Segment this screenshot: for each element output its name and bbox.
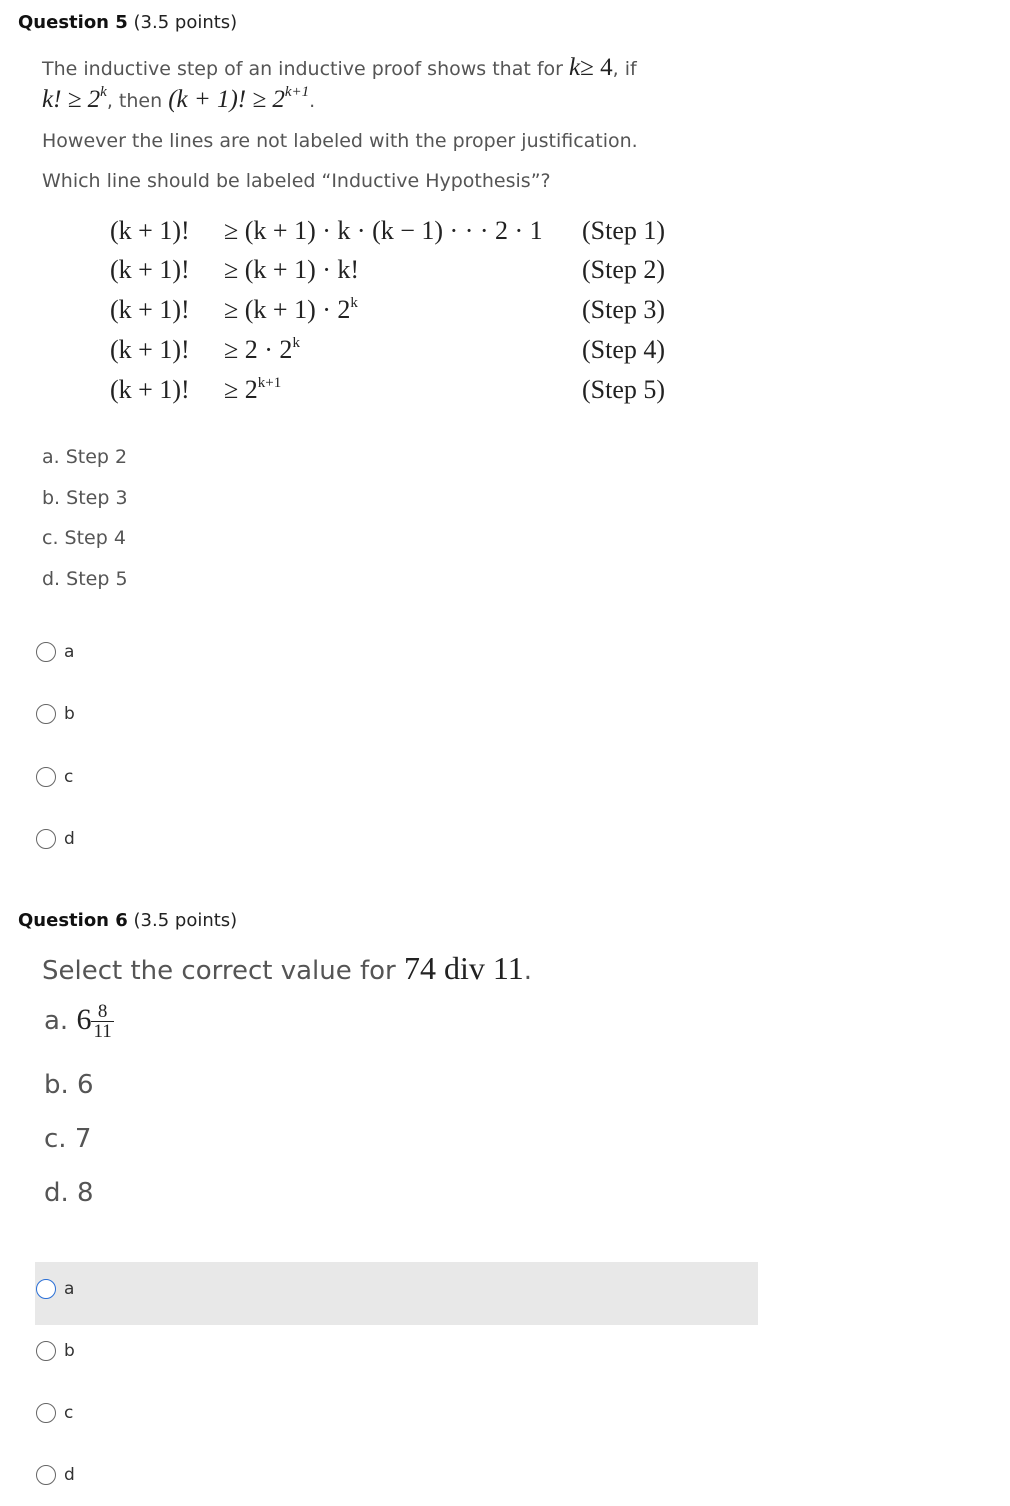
question-5-option-a: a. Step 2: [42, 446, 128, 468]
question-5-points: (3.5 points): [133, 12, 238, 33]
question-5-title: Question 5: [18, 12, 128, 33]
radio-circle-icon[interactable]: [36, 704, 56, 724]
question-5-header: [18, 12, 237, 33]
hover-highlight: [35, 1262, 758, 1325]
question-6-title: Question 6: [18, 910, 128, 931]
radio-circle-icon[interactable]: [36, 1465, 56, 1485]
question-6-points: (3.5 points): [133, 910, 238, 931]
question-6-prompt: Select the correct value for 74 div 11.: [42, 950, 532, 986]
radio-circle-icon[interactable]: [36, 642, 56, 662]
intro-text-c: , then: [106, 90, 163, 112]
question-6-option-a: a. 6 $\frac{8}{11}$: [44, 1001, 112, 1042]
question-5-radio-a[interactable]: a: [36, 637, 74, 667]
intro-math-k: k: [569, 54, 581, 81]
intro-math-ge4: ≥ 4: [580, 54, 613, 81]
intro-math-kfact: k! ≥ $2^k$: [42, 84, 107, 113]
intro-end: .: [309, 90, 316, 112]
fraction: $\frac{8}{11}$: [93, 1001, 112, 1042]
question-5-radio-b[interactable]: b: [36, 699, 75, 729]
radio-circle-icon[interactable]: [36, 767, 56, 787]
question-6-radio-d[interactable]: d: [36, 1460, 75, 1490]
prompt-math: 74 div 11: [404, 950, 524, 986]
question-5-radio-c[interactable]: c: [36, 762, 73, 792]
question-5-intro-line2: [42, 84, 315, 114]
intro-text-a: The inductive step of an inductive proof shows that for: [42, 58, 563, 80]
question-5-option-c: c. Step 4: [42, 527, 126, 549]
radio-circle-icon[interactable]: [36, 1279, 56, 1299]
radio-circle-icon[interactable]: [36, 1341, 56, 1361]
question-6-radio-b[interactable]: b: [36, 1336, 75, 1366]
question-6-radio-c[interactable]: c: [36, 1398, 73, 1428]
radio-circle-icon[interactable]: [36, 829, 56, 849]
question-6-option-c: c. 7: [44, 1124, 92, 1154]
intro-math-k1fact: (k + 1)! ≥ $2^{k+1}$: [168, 84, 310, 113]
question-5-option-b: b. Step 3: [42, 487, 128, 509]
question-6-radio-a[interactable]: a: [36, 1274, 74, 1304]
question-5-line2: However the lines are not labeled with the proper justification.: [42, 130, 638, 152]
question-5-option-d: d. Step 5: [42, 568, 128, 590]
question-6-header: [18, 910, 237, 931]
question-5-radio-d[interactable]: d: [36, 824, 75, 854]
intro-text-b: , if: [612, 58, 637, 80]
question-6-option-d: d. 8: [44, 1178, 94, 1208]
question-6-option-b: b. 6: [44, 1070, 94, 1100]
radio-circle-icon[interactable]: [36, 1403, 56, 1423]
question-5-line3: Which line should be labeled “Inductive Hypothesis”?: [42, 170, 551, 192]
question-5-intro-line1: [42, 54, 637, 82]
